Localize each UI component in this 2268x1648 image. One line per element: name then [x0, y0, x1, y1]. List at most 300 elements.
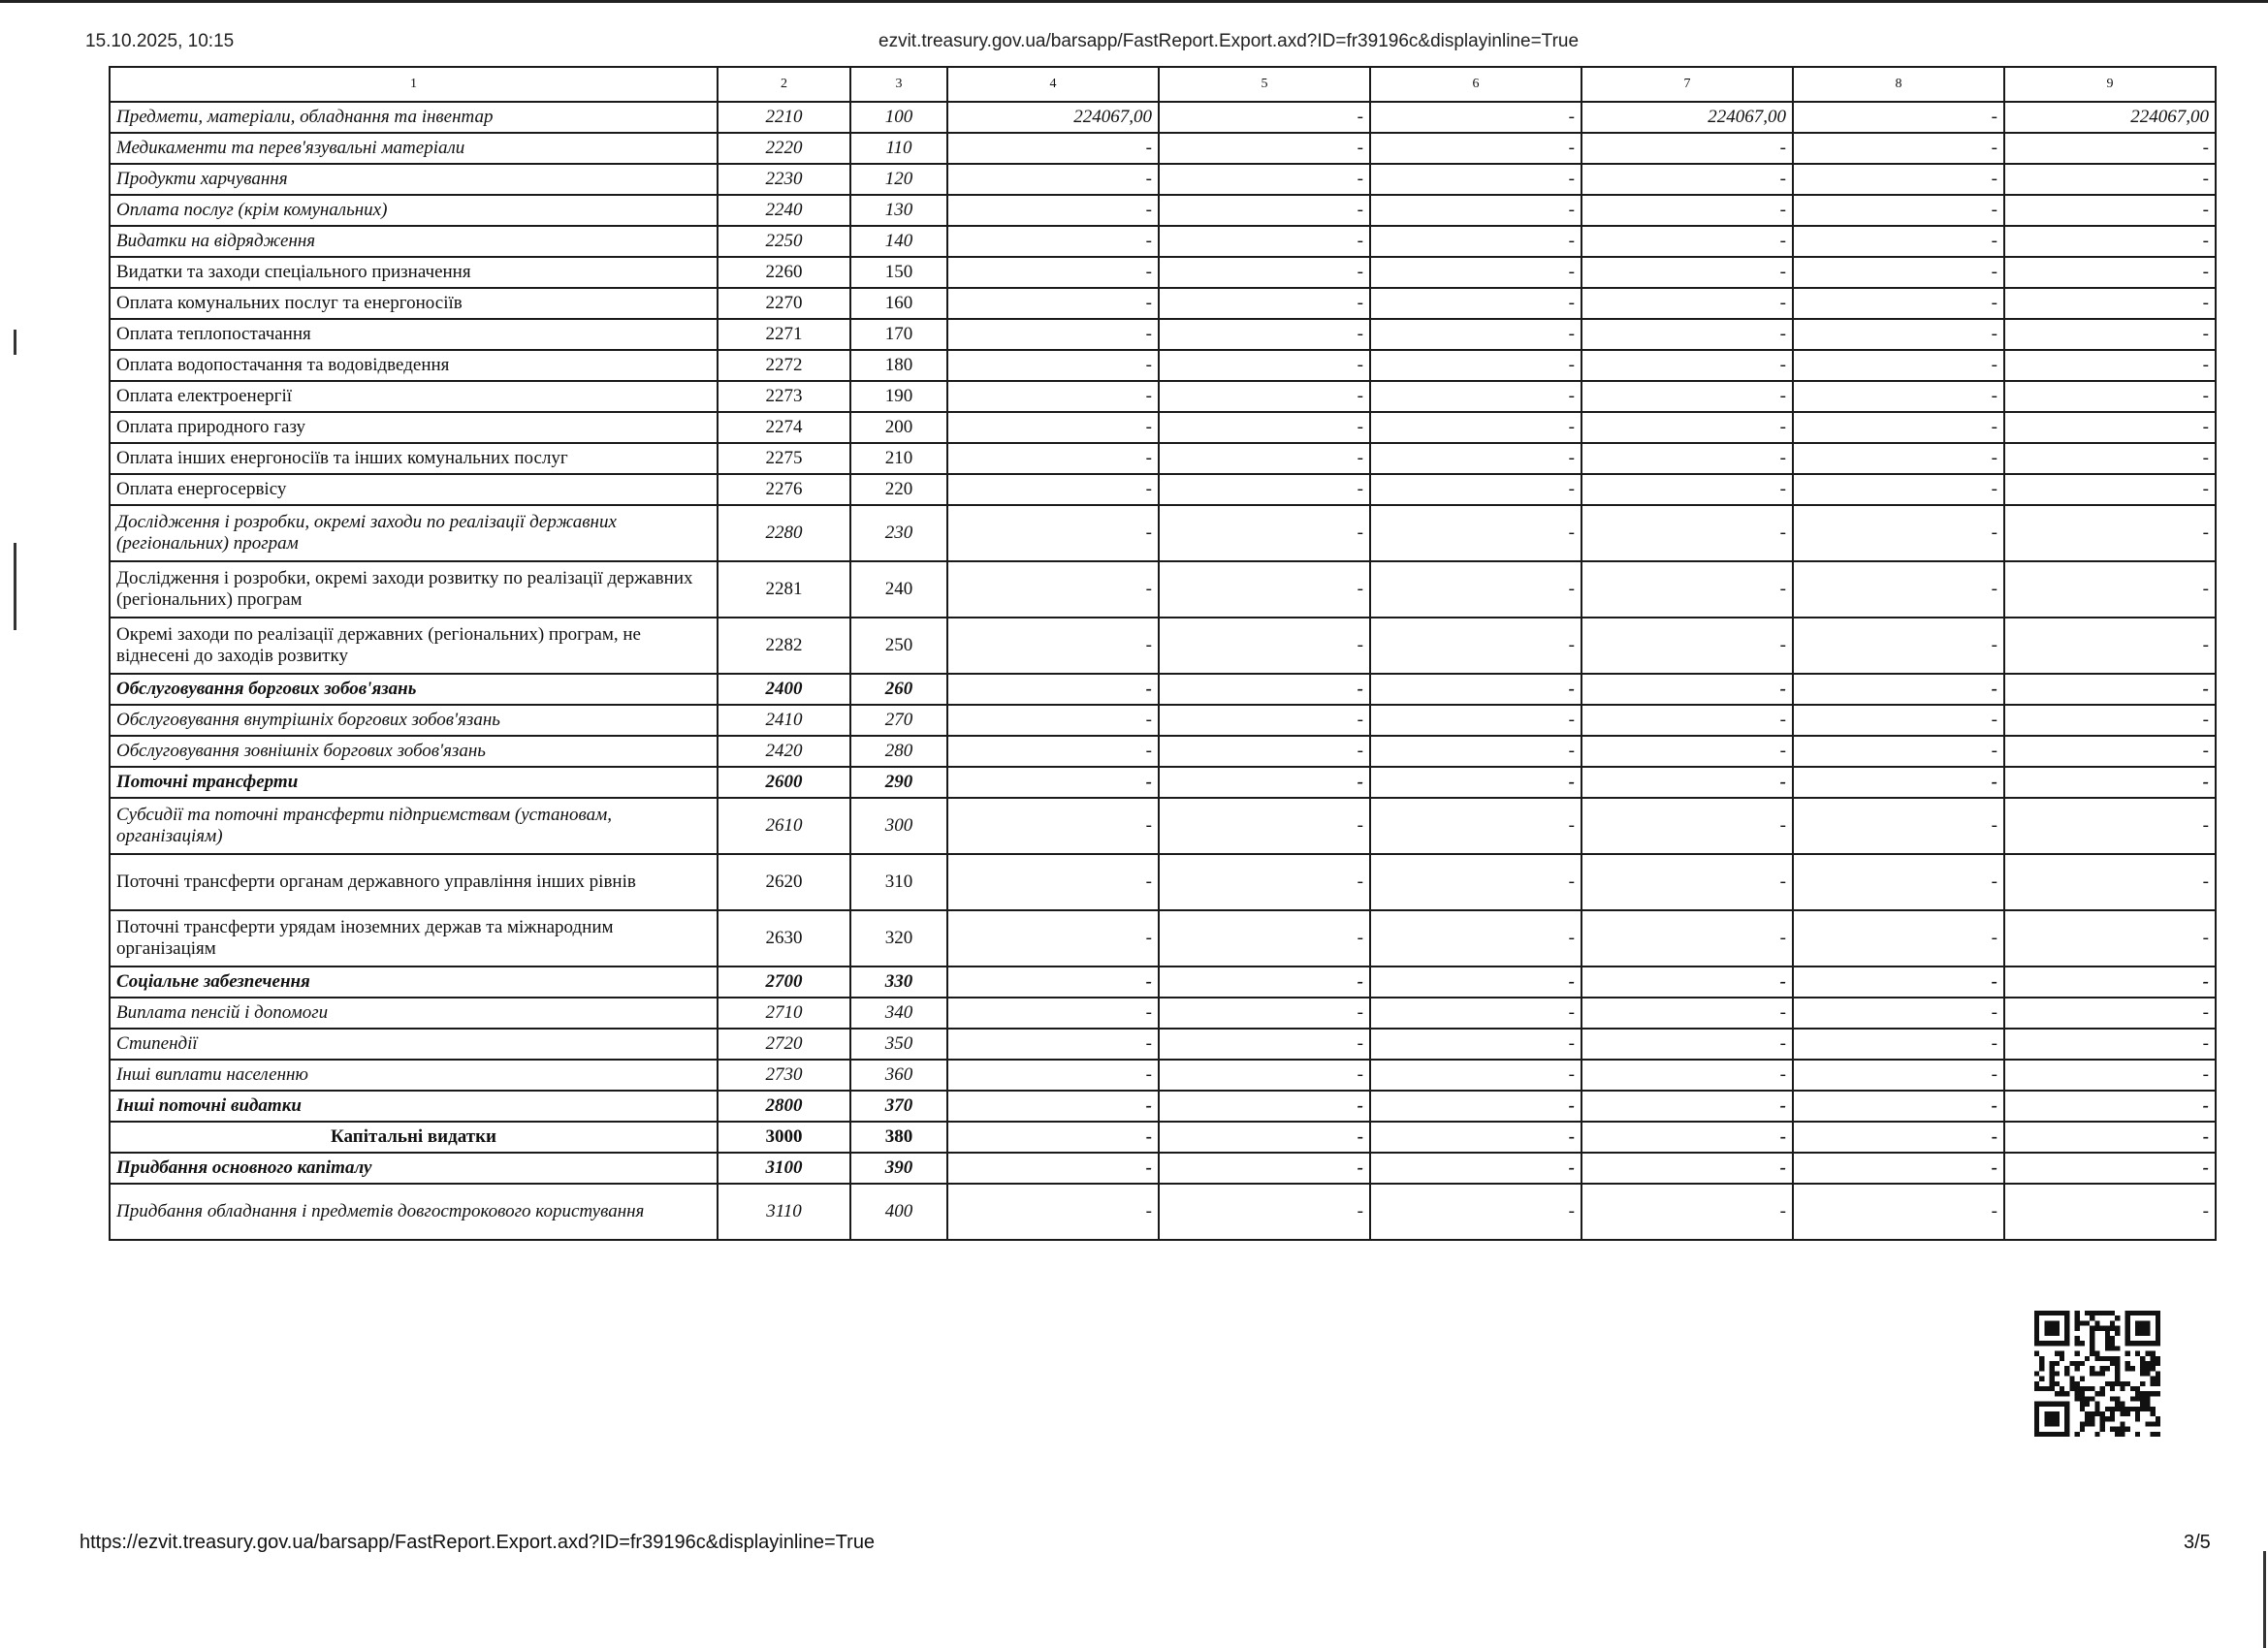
value-col4-cell: - [947, 705, 1159, 736]
value-col5-cell: - [1159, 674, 1370, 705]
line-code-cell: 200 [850, 412, 947, 443]
value-col4-cell: - [947, 319, 1159, 350]
value-col4-cell: - [947, 288, 1159, 319]
item-name-cell: Оплата водопостачання та водовідведення [110, 350, 718, 381]
item-name-cell: Оплата інших енергоносіїв та інших комунальних послуг [110, 443, 718, 474]
value-col5-cell: - [1159, 736, 1370, 767]
value-col6-cell: - [1370, 1153, 1581, 1184]
table-row [110, 226, 2216, 257]
item-name-cell: Придбання основного капіталу [110, 1153, 718, 1184]
line-code-cell: 230 [850, 505, 947, 561]
value-col9-cell: - [2004, 350, 2216, 381]
value-col8-cell: - [1793, 1060, 2004, 1091]
value-col7-cell: - [1581, 998, 1793, 1029]
line-code-cell: 360 [850, 1060, 947, 1091]
value-col6-cell: - [1370, 561, 1581, 618]
value-col5-cell: - [1159, 561, 1370, 618]
item-name-cell: Інші поточні видатки [110, 1091, 718, 1122]
value-col6-cell: - [1370, 133, 1581, 164]
line-code-cell: 390 [850, 1153, 947, 1184]
column-number-cell: 3 [850, 67, 947, 102]
line-code-cell: 400 [850, 1184, 947, 1240]
table-row [110, 443, 2216, 474]
kekv-code-cell: 2610 [718, 798, 850, 854]
value-col7-cell: - [1581, 257, 1793, 288]
page-number: 3/5 [2184, 1532, 2211, 1553]
kekv-code-cell: 2282 [718, 618, 850, 674]
item-name-cell: Оплата теплопостачання [110, 319, 718, 350]
value-col7-cell: - [1581, 1060, 1793, 1091]
item-name-cell: Виплата пенсій і допомоги [110, 998, 718, 1029]
value-col6-cell: - [1370, 798, 1581, 854]
value-col9-cell: - [2004, 474, 2216, 505]
value-col7-cell: - [1581, 798, 1793, 854]
line-code-cell: 280 [850, 736, 947, 767]
value-col6-cell: - [1370, 1184, 1581, 1240]
value-col7-cell: - [1581, 1029, 1793, 1060]
table-row [110, 705, 2216, 736]
value-col9-cell: - [2004, 967, 2216, 998]
value-col8-cell: - [1793, 998, 2004, 1029]
table-row [110, 164, 2216, 195]
line-code-cell: 210 [850, 443, 947, 474]
kekv-code-cell: 2620 [718, 854, 850, 910]
value-col8-cell: - [1793, 618, 2004, 674]
kekv-code-cell: 2710 [718, 998, 850, 1029]
value-col8-cell: - [1793, 674, 2004, 705]
value-col5-cell: - [1159, 910, 1370, 967]
item-name-cell: Поточні трансферти [110, 767, 718, 798]
item-name-cell: Оплата послуг (крім комунальних) [110, 195, 718, 226]
value-col7-cell: - [1581, 674, 1793, 705]
value-col7-cell: 224067,00 [1581, 102, 1793, 133]
value-col9-cell: - [2004, 910, 2216, 967]
value-col9-cell: - [2004, 798, 2216, 854]
value-col9-cell: - [2004, 1122, 2216, 1153]
value-col5-cell: - [1159, 1029, 1370, 1060]
value-col8-cell: - [1793, 381, 2004, 412]
value-col8-cell: - [1793, 505, 2004, 561]
value-col7-cell: - [1581, 910, 1793, 967]
value-col9-cell: - [2004, 705, 2216, 736]
value-col4-cell: - [947, 736, 1159, 767]
value-col5-cell: - [1159, 133, 1370, 164]
value-col5-cell: - [1159, 381, 1370, 412]
value-col8-cell: - [1793, 1122, 2004, 1153]
value-col9-cell: - [2004, 319, 2216, 350]
value-col5-cell: - [1159, 195, 1370, 226]
column-number-cell: 8 [1793, 67, 2004, 102]
column-number-row [110, 67, 2216, 102]
value-col5-cell: - [1159, 967, 1370, 998]
table-row [110, 1122, 2216, 1153]
scan-edge-mark [14, 330, 16, 355]
value-col7-cell: - [1581, 561, 1793, 618]
value-col5-cell: - [1159, 1122, 1370, 1153]
value-col7-cell: - [1581, 226, 1793, 257]
item-name-cell: Субсидії та поточні трансферти підприємствам (установам, організаціям) [110, 798, 718, 854]
value-col6-cell: - [1370, 736, 1581, 767]
value-col4-cell: - [947, 674, 1159, 705]
value-col7-cell: - [1581, 443, 1793, 474]
value-col4-cell: - [947, 618, 1159, 674]
print-datetime: 15.10.2025, 10:15 [85, 31, 235, 51]
line-code-cell: 330 [850, 967, 947, 998]
kekv-code-cell: 2730 [718, 1060, 850, 1091]
value-col7-cell: - [1581, 967, 1793, 998]
scan-edge-mark [14, 543, 16, 630]
value-col5-cell: - [1159, 226, 1370, 257]
value-col4-cell: - [947, 381, 1159, 412]
table-row [110, 257, 2216, 288]
value-col5-cell: - [1159, 618, 1370, 674]
column-number-cell: 2 [718, 67, 850, 102]
value-col8-cell: - [1793, 1029, 2004, 1060]
value-col9-cell: - [2004, 133, 2216, 164]
value-col9-cell: - [2004, 505, 2216, 561]
value-col4-cell: - [947, 854, 1159, 910]
table-row [110, 998, 2216, 1029]
value-col7-cell: - [1581, 412, 1793, 443]
value-col9-cell: - [2004, 1091, 2216, 1122]
table-row [110, 1153, 2216, 1184]
table-row [110, 102, 2216, 133]
line-code-cell: 110 [850, 133, 947, 164]
kekv-code-cell: 3110 [718, 1184, 850, 1240]
value-col4-cell: 224067,00 [947, 102, 1159, 133]
value-col4-cell: - [947, 133, 1159, 164]
value-col5-cell: - [1159, 1091, 1370, 1122]
value-col4-cell: - [947, 767, 1159, 798]
value-col6-cell: - [1370, 288, 1581, 319]
table-row [110, 505, 2216, 561]
value-col4-cell: - [947, 998, 1159, 1029]
column-number-cell: 4 [947, 67, 1159, 102]
value-col7-cell: - [1581, 195, 1793, 226]
item-name-cell: Обслуговування боргових зобов'язань [110, 674, 718, 705]
table-row [110, 798, 2216, 854]
value-col5-cell: - [1159, 505, 1370, 561]
page-top-edge [0, 0, 2268, 3]
item-name-cell: Медикаменти та перев'язувальні матеріали [110, 133, 718, 164]
item-name-cell: Продукти харчування [110, 164, 718, 195]
value-col8-cell: - [1793, 195, 2004, 226]
value-col4-cell: - [947, 474, 1159, 505]
item-name-cell: Обслуговування внутрішніх боргових зобов'язань [110, 705, 718, 736]
value-col5-cell: - [1159, 474, 1370, 505]
value-col7-cell: - [1581, 350, 1793, 381]
item-name-cell: Придбання обладнання і предметів довгострокового користування [110, 1184, 718, 1240]
value-col5-cell: - [1159, 164, 1370, 195]
item-name-cell: Обслуговування зовнішніх боргових зобов'язань [110, 736, 718, 767]
value-col8-cell: - [1793, 967, 2004, 998]
value-col8-cell: - [1793, 133, 2004, 164]
value-col9-cell: - [2004, 767, 2216, 798]
line-code-cell: 250 [850, 618, 947, 674]
value-col9-cell: - [2004, 561, 2216, 618]
value-col4-cell: - [947, 798, 1159, 854]
value-col8-cell: - [1793, 767, 2004, 798]
line-code-cell: 100 [850, 102, 947, 133]
kekv-code-cell: 2720 [718, 1029, 850, 1060]
value-col9-cell: - [2004, 226, 2216, 257]
kekv-code-cell: 2700 [718, 967, 850, 998]
value-col7-cell: - [1581, 505, 1793, 561]
kekv-code-cell: 2630 [718, 910, 850, 967]
qr-code-icon [2034, 1311, 2160, 1437]
kekv-code-cell: 2280 [718, 505, 850, 561]
value-col8-cell: - [1793, 164, 2004, 195]
table-row [110, 1029, 2216, 1060]
value-col5-cell: - [1159, 257, 1370, 288]
value-col8-cell: - [1793, 736, 2004, 767]
item-name-cell: Окремі заходи по реалізації державних (регіональних) програм, не віднесені до заходів розвитку [110, 618, 718, 674]
item-name-cell: Соціальне забезпечення [110, 967, 718, 998]
value-col5-cell: - [1159, 319, 1370, 350]
item-name-cell: Поточні трансферти органам державного управління інших рівнів [110, 854, 718, 910]
value-col7-cell: - [1581, 1184, 1793, 1240]
value-col7-cell: - [1581, 319, 1793, 350]
table-row [110, 412, 2216, 443]
value-col8-cell: - [1793, 910, 2004, 967]
print-header-url: ezvit.treasury.gov.ua/barsapp/FastReport.Export.axd?ID=fr39196c&displayinline=True [878, 31, 1580, 51]
table-row [110, 561, 2216, 618]
value-col6-cell: - [1370, 195, 1581, 226]
item-name-cell: Оплата комунальних послуг та енергоносіїв [110, 288, 718, 319]
value-col8-cell: - [1793, 319, 2004, 350]
value-col5-cell: - [1159, 1153, 1370, 1184]
kekv-code-cell: 2600 [718, 767, 850, 798]
table-row [110, 133, 2216, 164]
value-col4-cell: - [947, 1122, 1159, 1153]
value-col9-cell: - [2004, 412, 2216, 443]
line-code-cell: 380 [850, 1122, 947, 1153]
item-name-cell: Видатки та заходи спеціального призначення [110, 257, 718, 288]
value-col5-cell: - [1159, 350, 1370, 381]
table-row [110, 319, 2216, 350]
value-col5-cell: - [1159, 1060, 1370, 1091]
value-col6-cell: - [1370, 350, 1581, 381]
kekv-code-cell: 2274 [718, 412, 850, 443]
line-code-cell: 370 [850, 1091, 947, 1122]
value-col8-cell: - [1793, 474, 2004, 505]
kekv-code-cell: 2400 [718, 674, 850, 705]
value-col6-cell: - [1370, 854, 1581, 910]
value-col9-cell: - [2004, 195, 2216, 226]
value-col7-cell: - [1581, 618, 1793, 674]
line-code-cell: 290 [850, 767, 947, 798]
value-col6-cell: - [1370, 1122, 1581, 1153]
table-row [110, 1184, 2216, 1240]
value-col9-cell: - [2004, 1184, 2216, 1240]
line-code-cell: 240 [850, 561, 947, 618]
line-code-cell: 190 [850, 381, 947, 412]
kekv-code-cell: 2270 [718, 288, 850, 319]
table-row [110, 1060, 2216, 1091]
kekv-code-cell: 2210 [718, 102, 850, 133]
value-col4-cell: - [947, 505, 1159, 561]
value-col7-cell: - [1581, 736, 1793, 767]
table-row [110, 474, 2216, 505]
kekv-code-cell: 2281 [718, 561, 850, 618]
value-col9-cell: - [2004, 1029, 2216, 1060]
value-col5-cell: - [1159, 998, 1370, 1029]
line-code-cell: 180 [850, 350, 947, 381]
kekv-code-cell: 3000 [718, 1122, 850, 1153]
value-col4-cell: - [947, 350, 1159, 381]
kekv-code-cell: 2275 [718, 443, 850, 474]
line-code-cell: 320 [850, 910, 947, 967]
value-col8-cell: - [1793, 288, 2004, 319]
value-col5-cell: - [1159, 412, 1370, 443]
value-col8-cell: - [1793, 257, 2004, 288]
line-code-cell: 270 [850, 705, 947, 736]
kekv-code-cell: 2800 [718, 1091, 850, 1122]
value-col9-cell: - [2004, 674, 2216, 705]
item-name-cell: Стипендії [110, 1029, 718, 1060]
value-col7-cell: - [1581, 854, 1793, 910]
item-name-cell: Дослідження і розробки, окремі заходи розвитку по реалізації державних (регіональних) програм [110, 561, 718, 618]
value-col8-cell: - [1793, 854, 2004, 910]
value-col8-cell: - [1793, 705, 2004, 736]
value-col6-cell: - [1370, 967, 1581, 998]
item-name-cell: Оплата енергосервісу [110, 474, 718, 505]
line-code-cell: 140 [850, 226, 947, 257]
value-col8-cell: - [1793, 1153, 2004, 1184]
value-col6-cell: - [1370, 674, 1581, 705]
value-col7-cell: - [1581, 288, 1793, 319]
value-col9-cell: - [2004, 164, 2216, 195]
value-col7-cell: - [1581, 474, 1793, 505]
value-col8-cell: - [1793, 412, 2004, 443]
value-col4-cell: - [947, 1153, 1159, 1184]
kekv-code-cell: 2420 [718, 736, 850, 767]
line-code-cell: 260 [850, 674, 947, 705]
value-col9-cell: - [2004, 998, 2216, 1029]
value-col7-cell: - [1581, 767, 1793, 798]
value-col6-cell: - [1370, 381, 1581, 412]
value-col5-cell: - [1159, 288, 1370, 319]
value-col4-cell: - [947, 257, 1159, 288]
value-col6-cell: - [1370, 1060, 1581, 1091]
value-col8-cell: - [1793, 350, 2004, 381]
item-name-cell: Видатки на відрядження [110, 226, 718, 257]
line-code-cell: 160 [850, 288, 947, 319]
value-col6-cell: - [1370, 910, 1581, 967]
value-col4-cell: - [947, 561, 1159, 618]
kekv-code-cell: 2276 [718, 474, 850, 505]
value-col7-cell: - [1581, 1122, 1793, 1153]
value-col6-cell: - [1370, 412, 1581, 443]
value-col4-cell: - [947, 1184, 1159, 1240]
table-row [110, 767, 2216, 798]
line-code-cell: 310 [850, 854, 947, 910]
kekv-code-cell: 2250 [718, 226, 850, 257]
kekv-code-cell: 2230 [718, 164, 850, 195]
value-col6-cell: - [1370, 443, 1581, 474]
column-number-cell: 5 [1159, 67, 1370, 102]
line-code-cell: 150 [850, 257, 947, 288]
kekv-code-cell: 2260 [718, 257, 850, 288]
value-col8-cell: - [1793, 798, 2004, 854]
table-row [110, 736, 2216, 767]
line-code-cell: 220 [850, 474, 947, 505]
value-col5-cell: - [1159, 443, 1370, 474]
column-number-cell: 7 [1581, 67, 1793, 102]
value-col4-cell: - [947, 195, 1159, 226]
value-col6-cell: - [1370, 618, 1581, 674]
value-col8-cell: - [1793, 1091, 2004, 1122]
item-name-cell: Предмети, матеріали, обладнання та інвентар [110, 102, 718, 133]
value-col8-cell: - [1793, 561, 2004, 618]
value-col7-cell: - [1581, 381, 1793, 412]
line-code-cell: 120 [850, 164, 947, 195]
value-col5-cell: - [1159, 854, 1370, 910]
item-name-cell: Інші виплати населенню [110, 1060, 718, 1091]
table-row [110, 288, 2216, 319]
value-col4-cell: - [947, 412, 1159, 443]
value-col6-cell: - [1370, 319, 1581, 350]
value-col4-cell: - [947, 1091, 1159, 1122]
value-col9-cell: - [2004, 1060, 2216, 1091]
item-name-cell: Поточні трансферти урядам іноземних держав та міжнародним організаціям [110, 910, 718, 967]
value-col4-cell: - [947, 1029, 1159, 1060]
line-code-cell: 340 [850, 998, 947, 1029]
value-col6-cell: - [1370, 226, 1581, 257]
table-row [110, 350, 2216, 381]
value-col8-cell: - [1793, 226, 2004, 257]
kekv-code-cell: 2220 [718, 133, 850, 164]
value-col5-cell: - [1159, 1184, 1370, 1240]
table-row [110, 674, 2216, 705]
line-code-cell: 130 [850, 195, 947, 226]
value-col6-cell: - [1370, 767, 1581, 798]
item-name-cell: Капітальні видатки [110, 1122, 718, 1153]
value-col4-cell: - [947, 910, 1159, 967]
value-col7-cell: - [1581, 1153, 1793, 1184]
value-col6-cell: - [1370, 102, 1581, 133]
item-name-cell: Оплата електроенергії [110, 381, 718, 412]
value-col9-cell: - [2004, 288, 2216, 319]
value-col4-cell: - [947, 164, 1159, 195]
kekv-code-cell: 2410 [718, 705, 850, 736]
table-row [110, 618, 2216, 674]
column-number-cell: 1 [110, 67, 718, 102]
column-number-cell: 9 [2004, 67, 2216, 102]
value-col5-cell: - [1159, 767, 1370, 798]
value-col5-cell: - [1159, 705, 1370, 736]
value-col6-cell: - [1370, 474, 1581, 505]
table-row [110, 910, 2216, 967]
value-col6-cell: - [1370, 1091, 1581, 1122]
value-col4-cell: - [947, 967, 1159, 998]
value-col5-cell: - [1159, 798, 1370, 854]
value-col9-cell: - [2004, 618, 2216, 674]
expenditure-report-table [109, 66, 2217, 1241]
value-col6-cell: - [1370, 998, 1581, 1029]
kekv-code-cell: 2272 [718, 350, 850, 381]
value-col4-cell: - [947, 226, 1159, 257]
value-col9-cell: - [2004, 443, 2216, 474]
line-code-cell: 300 [850, 798, 947, 854]
table-row [110, 967, 2216, 998]
value-col9-cell: - [2004, 736, 2216, 767]
table-row [110, 381, 2216, 412]
value-col7-cell: - [1581, 164, 1793, 195]
kekv-code-cell: 2271 [718, 319, 850, 350]
value-col7-cell: - [1581, 133, 1793, 164]
line-code-cell: 350 [850, 1029, 947, 1060]
